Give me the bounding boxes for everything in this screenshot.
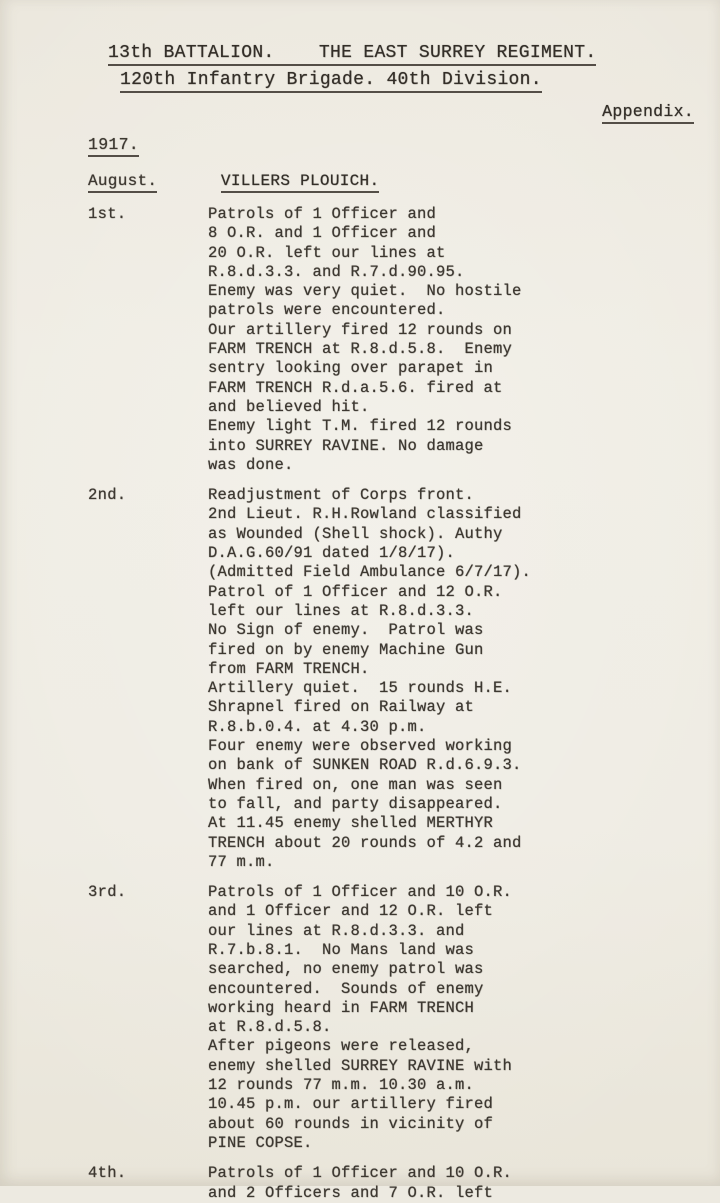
entry-text-line: PINE COPSE. bbox=[208, 1133, 313, 1152]
location-heading: VILLERS PLOUICH. bbox=[221, 172, 379, 193]
entry-date: 4th. bbox=[88, 1164, 127, 1183]
entry-text-line: (Admitted Field Ambulance 6/7/17). bbox=[208, 563, 532, 582]
appendix-label: Appendix. bbox=[602, 102, 694, 124]
month-label: August. bbox=[88, 172, 157, 193]
entry-text-line: Patrols of 1 Officer and 10 O.R. bbox=[208, 1164, 513, 1183]
page-title: 13th BATTALION. THE EAST SURREY REGIMENT. bbox=[108, 43, 596, 66]
entry-text-line: encountered. Sounds of enemy bbox=[208, 979, 484, 998]
subtitle-row bbox=[120, 68, 720, 92]
appendix-row bbox=[0, 101, 720, 123]
entry-text-line: TRENCH about 20 rounds of 4.2 and bbox=[208, 833, 522, 852]
entry-text-line: 20 O.R. left our lines at bbox=[208, 243, 446, 262]
entry-text-line: R.7.b.8.1. No Mans land was bbox=[208, 940, 475, 959]
entry-text-line: Our artillery fired 12 rounds on bbox=[208, 320, 513, 339]
entry-text-line: was done. bbox=[208, 455, 294, 474]
entry-text-line: At 11.45 enemy shelled MERTHYR bbox=[208, 814, 494, 833]
page-header bbox=[0, 0, 720, 192]
entry-text-line: No Sign of enemy. Patrol was bbox=[208, 621, 484, 640]
entry-text-line: Enemy light T.M. fired 12 rounds bbox=[208, 417, 513, 436]
diary-entry bbox=[0, 486, 720, 872]
entry-text-line: at R.8.d.5.8. bbox=[208, 1018, 332, 1037]
year-label: 1917. bbox=[88, 135, 139, 157]
month-row bbox=[88, 170, 720, 192]
entry-text-line: 2nd Lieut. R.H.Rowland classified bbox=[208, 505, 522, 524]
entry-text-line: about 60 rounds in vicinity of bbox=[208, 1114, 494, 1133]
entry-text-line: and believed hit. bbox=[208, 397, 370, 416]
entry-text-line: and 1 Officer and 12 O.R. left bbox=[208, 902, 494, 921]
entry-text-line: enemy shelled SURREY RAVINE with bbox=[208, 1056, 513, 1075]
entry-text-line: Patrols of 1 Officer and bbox=[208, 205, 437, 223]
entry-date: 3rd. bbox=[88, 883, 127, 902]
entry-text-line: 10.45 p.m. our artillery fired bbox=[208, 1095, 494, 1114]
entry-text-line: Readjustment of Corps front. bbox=[208, 486, 475, 505]
entry-date: 1st. bbox=[88, 205, 127, 223]
entry-text-line: D.A.G.60/91 dated 1/8/17). bbox=[208, 544, 456, 563]
page-subtitle: 120th Infantry Brigade. 40th Division. bbox=[120, 70, 542, 93]
entry-text-line: searched, no enemy patrol was bbox=[208, 960, 484, 979]
diary-entry bbox=[0, 1164, 720, 1203]
entry-text-line: as Wounded (Shell shock). Authy bbox=[208, 524, 503, 543]
entry-text-line: sentry looking over parapet in bbox=[208, 359, 494, 378]
entry-text-line: FARM TRENCH at R.8.d.5.8. Enemy bbox=[208, 340, 513, 359]
entry-text-line: fired on by enemy Machine Gun bbox=[208, 640, 484, 659]
year-row bbox=[88, 134, 720, 156]
entry-text-line: to fall, and party disappeared. bbox=[208, 794, 503, 813]
entry-text-line: R.8.b.0.4. at 4.30 p.m. bbox=[208, 717, 427, 736]
entry-text bbox=[208, 486, 720, 872]
entry-date: 2nd. bbox=[88, 486, 127, 505]
entry-text-line: Artillery quiet. 15 rounds H.E. bbox=[208, 679, 513, 698]
entry-text-line: R.8.d.3.3. and R.7.d.90.95. bbox=[208, 262, 465, 281]
entry-text-line: Patrol of 1 Officer and 12 O.R. bbox=[208, 582, 503, 601]
entry-text-line: Enemy was very quiet. No hostile bbox=[208, 282, 522, 301]
entry-text-line: 77 m.m. bbox=[208, 852, 275, 871]
entry-text-line: 8 O.R. and 1 Officer and bbox=[208, 224, 437, 243]
entry-text-line: on bank of SUNKEN ROAD R.d.6.9.3. bbox=[208, 756, 522, 775]
entry-text bbox=[208, 1164, 720, 1203]
entry-text-line: After pigeons were released, bbox=[208, 1037, 475, 1056]
entry-text-line: When fired on, one man was seen bbox=[208, 775, 503, 794]
diary-entry bbox=[0, 883, 720, 1153]
entry-text-line: from FARM TRENCH. bbox=[208, 659, 370, 678]
entry-text-line: Four enemy were observed working bbox=[208, 737, 513, 756]
entry-text-line: 12 rounds 77 m.m. 10.30 a.m. bbox=[208, 1076, 475, 1095]
entry-text-line: patrols were encountered. bbox=[208, 301, 446, 320]
entry-text-line: Shrapnel fired on Railway at bbox=[208, 698, 475, 717]
entry-text-line: our lines at R.8.d.3.3. and bbox=[208, 921, 465, 940]
diary-entry bbox=[0, 205, 720, 475]
entry-text-line: Patrols of 1 Officer and 10 O.R. bbox=[208, 883, 513, 902]
entry-text-line: into SURREY RAVINE. No damage bbox=[208, 436, 484, 455]
title-row bbox=[108, 0, 720, 65]
entry-text bbox=[208, 205, 720, 475]
entry-text-line: and 2 Officers and 7 O.R. left bbox=[208, 1183, 494, 1202]
entry-text-line: left our lines at R.8.d.3.3. bbox=[208, 601, 475, 620]
diary-entries bbox=[0, 205, 720, 1203]
entry-text bbox=[208, 883, 720, 1153]
entry-text-line: FARM TRENCH R.d.a.5.6. fired at bbox=[208, 378, 503, 397]
entry-text-line: working heard in FARM TRENCH bbox=[208, 998, 475, 1017]
